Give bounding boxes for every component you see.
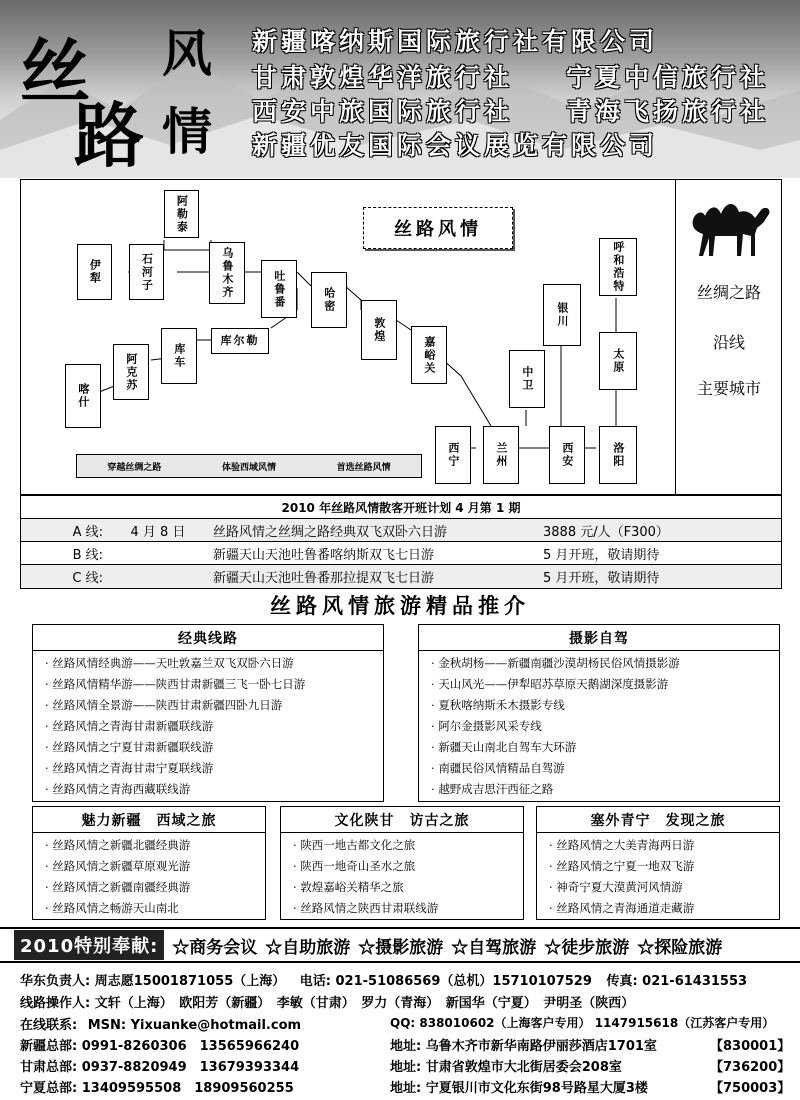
phone-label: 电话: xyxy=(299,974,331,989)
contact-hq-ningxia xyxy=(20,1077,790,1096)
list-item: · 丝路风情全景游——陕西甘肃新疆四卧九日游 xyxy=(45,695,383,716)
list-item: · 丝路风情之大美青海两日游 xyxy=(549,835,779,856)
list-item: · 丝路风情之陕西甘肃联线游 xyxy=(293,898,523,919)
city-taiyuan: 太原 xyxy=(599,332,637,390)
panel-photo-title: 摄影自驾 xyxy=(419,625,779,651)
city-yinchuan: 银川 xyxy=(543,284,581,346)
schedule-title: 2010 年丝路风情散客开班计划 4 月第 1 期 xyxy=(21,496,781,519)
city-jiayuguan: 嘉峪关 xyxy=(411,326,447,384)
city-altay: 阿勒泰 xyxy=(164,190,199,238)
special-item-photo: ☆摄影旅游 xyxy=(358,937,444,958)
side-text-silkroad: 丝绸之路 xyxy=(696,283,761,302)
slogan-1: 穿越丝绸之路 xyxy=(107,462,162,473)
panel-xinjiang xyxy=(32,806,266,920)
company-name-kanas: 新疆喀纳斯国际旅行社有限公司 xyxy=(252,27,659,56)
list-item: · 陕西一地奇山圣水之旅 xyxy=(293,856,523,877)
qq: QQ: 838010602（上海客户专用） 1147915618（江苏客户专用） xyxy=(390,1016,775,1030)
company-name-huayang: 甘肃敦煌华洋旅行社 xyxy=(252,63,514,92)
panel-xinjiang-title: 魅力新疆 西域之旅 xyxy=(33,807,265,833)
city-dunhuang: 敦煌 xyxy=(361,300,397,360)
hq-addr: 地址: 宁夏银川市文化东街98号路星大厦3楼 xyxy=(390,1081,648,1096)
city-yili: 伊犁 xyxy=(77,244,112,300)
list-item: · 丝路风情之新疆北疆经典游 xyxy=(45,835,265,856)
contact-online xyxy=(20,1014,790,1033)
hq-phones: 13409595508 18909560255 xyxy=(81,1081,294,1096)
list-item: · 丝路风情之青海甘肃宁夏联线游 xyxy=(45,758,383,779)
east-value: 周志愿15001871055（上海） xyxy=(94,974,286,989)
list-item: · 天山风光——伊犁昭苏草原天鹅湖深度摄影游 xyxy=(431,674,779,695)
msn: MSN: Yixuanke@hotmail.com xyxy=(87,1018,302,1033)
panel-shaangan-title: 文化陕甘 访古之旅 xyxy=(281,807,523,833)
route-map-diagram xyxy=(21,180,676,494)
panel-qingning-title: 塞外青宁 发现之旅 xyxy=(537,807,779,833)
list-item: · 敦煌嘉峪关精华之旅 xyxy=(293,877,523,898)
list-item: · 丝路风情经典游——天吐敦嘉兰双飞双卧六日游 xyxy=(45,653,383,674)
schedule-price: 5 月开班，敬请期待 xyxy=(543,547,660,563)
logo-char-feng: 风 xyxy=(162,24,212,83)
city-akesu: 阿克苏 xyxy=(113,344,149,400)
list-item: · 阿尔金摄影风采专线 xyxy=(431,716,779,737)
list-item: · 金秋胡杨——新疆南疆沙漠胡杨民俗风情摄影游 xyxy=(431,653,779,674)
special-item-drive: ☆自驾旅游 xyxy=(451,937,537,958)
city-turpan: 吐鲁番 xyxy=(261,260,297,318)
schedule-desc: 新疆天山天池吐鲁番喀纳斯双飞七日游 xyxy=(213,547,435,563)
east-label: 华东负责人: xyxy=(20,974,91,989)
slogan-3: 首选丝路风情 xyxy=(336,462,391,473)
hq-addr: 地址: 甘肃省敦煌市大北街居委会208室 xyxy=(390,1060,622,1075)
contact-east xyxy=(20,970,790,989)
ops-label: 线路操作人: xyxy=(20,996,91,1011)
camel-icon xyxy=(685,184,775,264)
logo xyxy=(12,10,230,177)
panel-classic xyxy=(32,624,384,802)
schedule-table xyxy=(20,495,782,589)
company-name-youyou: 新疆优友国际会议展览有限公司 xyxy=(252,131,659,160)
schedule-desc: 新疆天山天池吐鲁番那拉提双飞七日游 xyxy=(213,571,435,586)
panel-photo xyxy=(418,624,780,802)
hq-phones: 0937-8820949 13679393344 xyxy=(81,1060,300,1075)
special-label: 2010特别奉献: xyxy=(14,930,164,960)
route-map xyxy=(20,179,782,495)
list-item: · 丝路风情之青海通道走藏游 xyxy=(549,898,779,919)
hq-addr: 地址: 乌鲁木齐市新华南路伊丽莎酒店1701室 xyxy=(390,1039,657,1054)
schedule-row-a xyxy=(21,519,781,542)
list-item: · 丝路风情之宁夏甘肃新疆联线游 xyxy=(45,737,383,758)
panel-shaangan xyxy=(280,806,524,920)
list-item: · 南疆民俗风情精品自驾游 xyxy=(431,758,779,779)
schedule-price: 5 月开班，敬请期待 xyxy=(543,571,660,586)
contact-ops xyxy=(20,992,790,1011)
side-text-cities: 主要城市 xyxy=(696,379,761,398)
schedule-price: 3888 元/人（F300） xyxy=(543,524,669,540)
panel-qingning xyxy=(536,806,780,920)
hq-label: 新疆总部: xyxy=(20,1039,78,1054)
city-lanzhou: 兰州 xyxy=(483,426,519,484)
hq-label: 甘肃总部: xyxy=(20,1060,78,1075)
schedule-label: B 线: xyxy=(72,547,103,563)
ops-value: 文轩（上海） 欧阳芳（新疆） 李敏（甘肃） 罗力（青海） 新国华（宁夏） 尹明圣（陕西） xyxy=(94,996,635,1011)
logo-char-si: 丝 xyxy=(20,30,90,113)
list-item: · 丝路风情精华游——陕西甘肃新疆三飞一卧七日游 xyxy=(45,674,383,695)
slogan-bar xyxy=(76,454,422,478)
city-xian: 西安 xyxy=(549,426,585,484)
contact-hq-xinjiang xyxy=(20,1035,790,1054)
special-item-selfhelp: ☆自助旅游 xyxy=(265,937,351,958)
schedule-row-b xyxy=(21,542,781,565)
list-item: · 丝路风情之青海甘肃新疆联线游 xyxy=(45,716,383,737)
map-title: 丝路风情 xyxy=(363,207,513,249)
hq-label: 宁夏总部: xyxy=(20,1081,78,1096)
special-item-adventure: ☆探险旅游 xyxy=(637,937,723,958)
schedule-row-c xyxy=(21,565,781,588)
city-urumqi: 乌鲁木齐 xyxy=(209,242,245,304)
list-item: · 新疆天山南北自驾车大环游 xyxy=(431,737,779,758)
city-hami: 哈密 xyxy=(311,272,347,328)
city-kuche: 库车 xyxy=(161,328,197,384)
fax-label: 传真: xyxy=(606,974,638,989)
city-kashi: 喀什 xyxy=(65,364,101,428)
city-huhehaote: 呼和浩特 xyxy=(599,238,637,296)
hq-zip: 【736200】 xyxy=(710,1060,791,1075)
schedule-desc: 丝路风情之丝绸之路经典双飞双卧六日游 xyxy=(213,524,448,540)
company-name-feiyang: 青海飞扬旅行社 xyxy=(566,97,770,126)
city-xining: 西宁 xyxy=(435,426,471,484)
list-item: · 丝路风情之青海西藏联线游 xyxy=(45,779,383,800)
city-shihezi: 石河子 xyxy=(129,244,164,300)
list-item: · 丝路风情之畅游天山南北 xyxy=(45,898,265,919)
logo-char-qing: 情 xyxy=(162,102,212,161)
special-item-hiking: ☆徒步旅游 xyxy=(544,937,630,958)
phone-value: 021-51086569（总机）15710107529 xyxy=(335,974,592,989)
list-item: · 陕西一地古都文化之旅 xyxy=(293,835,523,856)
list-item: · 丝路风情之宁夏一地双飞游 xyxy=(549,856,779,877)
company-name-xian-zhonglv: 西安中旅国际旅行社 xyxy=(252,97,514,126)
list-item: · 丝路风情之新疆南疆经典游 xyxy=(45,877,265,898)
hq-zip: 【750003】 xyxy=(710,1081,791,1096)
hq-zip: 【830001】 xyxy=(710,1039,791,1054)
list-item: · 越野成吉思汗西征之路 xyxy=(431,779,779,800)
hq-phones: 0991-8260306 13565966240 xyxy=(81,1039,300,1054)
recommend-title: 丝路风情旅游精品推介 xyxy=(270,593,530,618)
schedule-date: 4 月 8 日 xyxy=(130,524,186,540)
city-luoyang: 洛阳 xyxy=(599,426,637,484)
special-offer-bar xyxy=(0,927,800,963)
list-item: · 神奇宁夏大漠黄河风情游 xyxy=(549,877,779,898)
map-side-panel xyxy=(677,180,781,494)
slogan-2: 体验西域风情 xyxy=(221,462,276,473)
list-item: · 丝路风情之新疆草原观光游 xyxy=(45,856,265,877)
city-zhongwei: 中卫 xyxy=(509,350,545,408)
special-item-business: ☆商务会议 xyxy=(172,937,258,958)
company-name-zhongxin: 宁夏中信旅行社 xyxy=(566,63,770,92)
schedule-label: C 线: xyxy=(72,571,103,586)
panel-classic-title: 经典线路 xyxy=(33,625,383,651)
fax-value: 021-61431553 xyxy=(642,974,748,989)
side-text-along: 沿线 xyxy=(712,333,745,352)
list-item: · 夏秋喀纳斯禾木摄影专线 xyxy=(431,695,779,716)
online-label: 在线联系: xyxy=(20,1018,78,1033)
contact-hq-gansu xyxy=(20,1056,790,1075)
logo-char-lu: 路 xyxy=(74,94,144,177)
city-kuerle: 库尔勒 xyxy=(211,328,269,354)
header-banner xyxy=(0,0,800,178)
schedule-label: A 线: xyxy=(72,524,103,540)
